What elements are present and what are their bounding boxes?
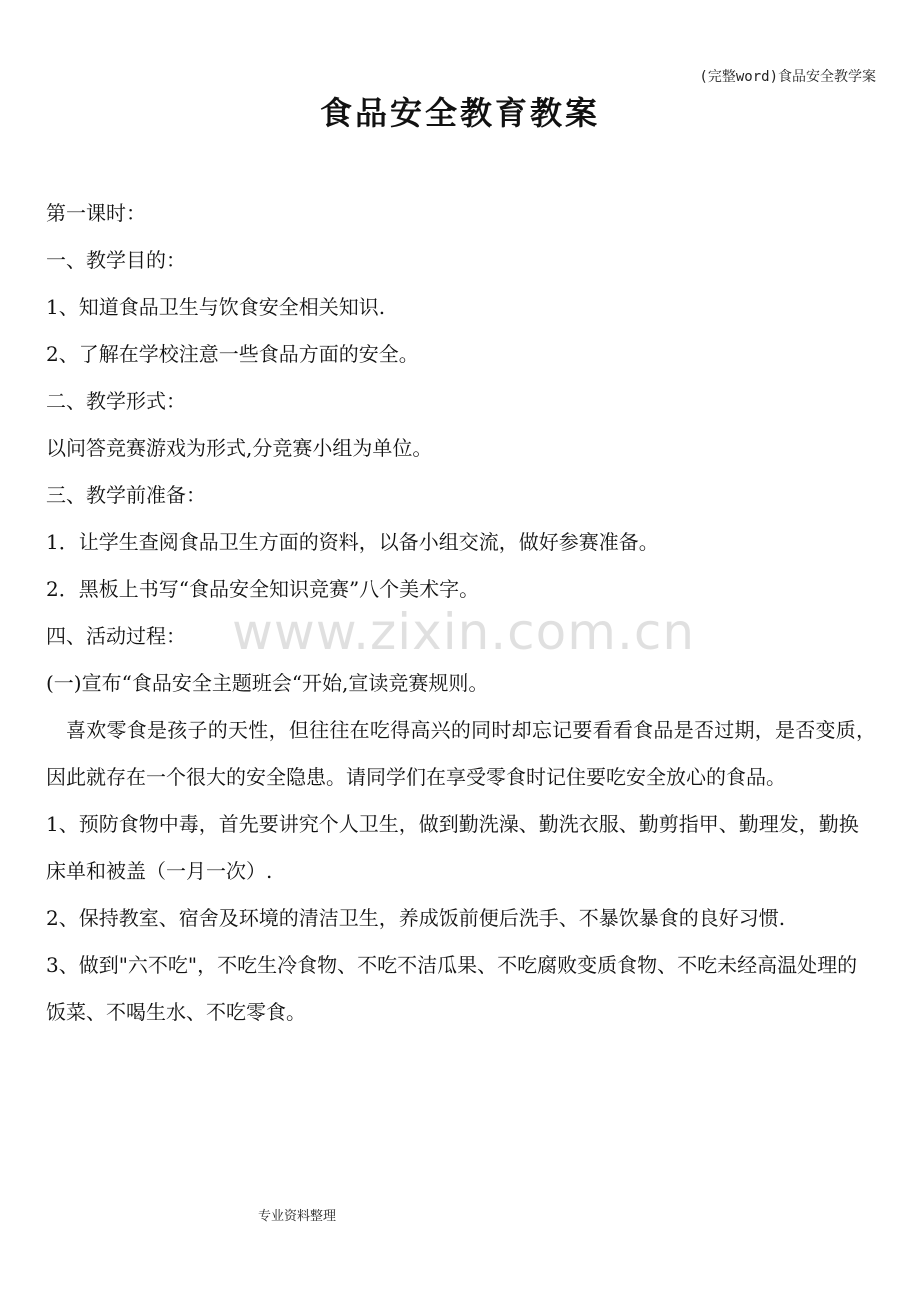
preparation-item: 1．让学生查阅食品卫生方面的资料，以备小组交流，做好参赛准备。 <box>46 530 659 554</box>
header-note: (完整word)食品安全教学案 <box>699 69 876 85</box>
preparation-item: 2．黑板上书写“食品安全知识竞赛”八个美术字。 <box>46 577 480 601</box>
goal-item: 2、了解在学校注意一些食品方面的安全。 <box>46 342 419 366</box>
rule-item: 3、做到"六不吃"，不吃生冷食物、不吃不洁瓜果、不吃腐败变质食物、不吃未经高温处理的饭菜、不喝生水、不吃零食。 <box>46 953 858 1024</box>
section-heading-format: 二、教学形式： <box>46 389 186 413</box>
footer-note: 专业资料整理 <box>258 1209 337 1224</box>
watermark: www.zixin.com.cn <box>232 603 696 661</box>
section-heading-goals: 一、教学目的： <box>46 248 186 272</box>
lesson-label: 第一课时： <box>46 201 146 225</box>
process-step: (一)宣布“食品安全主题班会“开始,宣读竞赛规则。 <box>46 671 489 695</box>
intro-paragraph: 喜欢零食是孩子的天性，但往往在吃得高兴的同时却忘记要看看食品是否过期，是否变质，因此就存在一个很大的安全隐患。请同学们在享受零食时记住要吃安全放心的食品。 <box>46 718 876 789</box>
document-body <box>46 190 876 1036</box>
rule-item: 2、保持教室、宿舍及环境的清洁卫生，养成饭前便后洗手、不暴饮暴食的良好习惯. <box>46 906 786 930</box>
section-heading-preparation: 三、教学前准备： <box>46 483 206 507</box>
rule-item: 1、预防食物中毒，首先要讲究个人卫生，做到勤洗澡、勤洗衣服、勤剪指甲、勤理发，勤换床单和被盖（一月一次）. <box>46 812 859 883</box>
format-text: 以问答竞赛游戏为形式,分竞赛小组为单位。 <box>46 436 433 460</box>
document-title: 食品安全教育教案 <box>319 94 600 132</box>
section-heading-process: 四、活动过程： <box>46 624 186 648</box>
goal-item: 1、知道食品卫生与饮食安全相关知识. <box>46 295 386 319</box>
